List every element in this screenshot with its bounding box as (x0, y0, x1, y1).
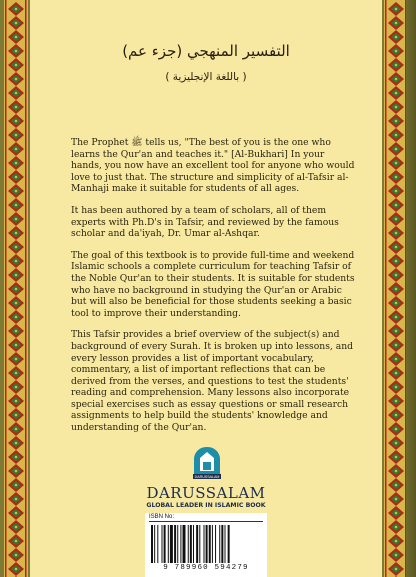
barcode-icon (151, 525, 261, 563)
darussalam-logo-icon (190, 444, 224, 480)
paragraph-3: The goal of this textbook is to provide full-time and weekend Islamic schools a complete curriculum for teaching Tafsir of the Noble Qur'an to their students. It is suitable for students who have no background in studying the Qur'an or Arabic but will also be beneficial for those students seeking a basic tool to improve their understanding. (71, 249, 355, 319)
spine-edge (406, 0, 416, 577)
publisher-tagline: GLOBAL LEADER IN ISLAMIC BOOK (146, 502, 266, 509)
publisher-name: DARUSSALAM (146, 484, 266, 502)
arabic-title: التفسير المنهجي (جزء عم) (122, 42, 290, 60)
isbn-line (149, 521, 263, 522)
barcode-number: 9 789960 594279 (163, 564, 249, 572)
barcode-label (145, 513, 267, 577)
arabic-subtitle: ( باللغة الإنجليزية ) (165, 71, 247, 83)
logo-text: DARUSSALAM (194, 475, 220, 479)
left-ornamental-border (4, 0, 28, 577)
paragraph-1: The Prophet ﷺ tells us, "The best of you is the one who learns the Qur'an and teaches it." [Al-Bukhari] In your hands, you now have an excellent tool for anyone who would love to just that. The structure and simplicity of al-Tafsir al-Manhaji make it suitable for students of all ages. (71, 137, 355, 195)
text-panel (30, 0, 382, 577)
paragraph-4: This Tafsir provides a brief overview of the subject(s) and background of every Surah. It is broken up into lessons, and every lesson provides a list of important vocabulary, commentary, a list of important reflections that can be derived from the verses, and questions to test the students' reading and comprehension. Many lessons also incorporate special exercises such as essay questions or small research assignments to help build the students' knowledge and understanding of the Qur'an. (71, 329, 354, 434)
description-text (71, 137, 357, 444)
right-ornamental-border (384, 0, 408, 577)
paragraph-2: It has been authored by a team of scholars, all of them experts with Ph.D's in Tafsir, and reviewed by the famous scholar and da'iyah, Dr. Umar al-Ashqar. (71, 204, 339, 240)
isbn-label: ISBN No: (149, 514, 175, 520)
